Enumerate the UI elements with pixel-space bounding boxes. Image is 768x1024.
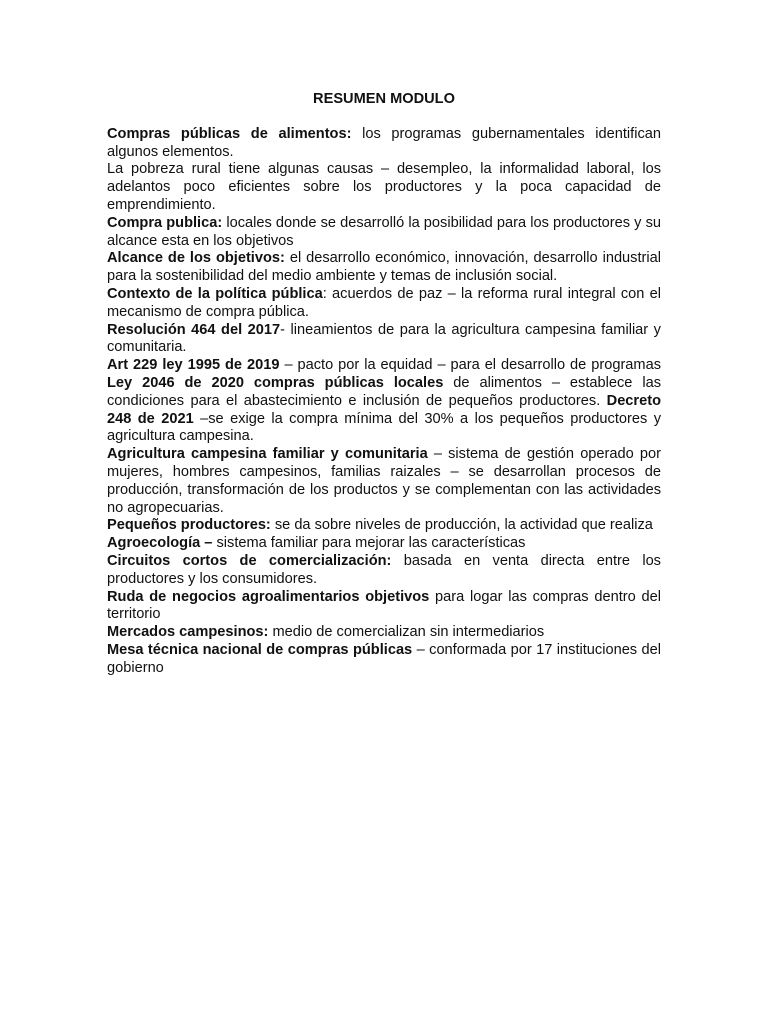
paragraph [107,161,661,214]
bold-run: Compras públicas de alimentos: [107,125,352,142]
bold-run: Agricultura campesina familiar y comunitaria [107,446,428,463]
bold-run: Compra publica: [107,214,223,231]
paragraph [107,322,661,358]
bold-run: Pequeños productores: [107,517,271,534]
paragraph [107,446,661,517]
document-page [107,91,661,678]
paragraph [107,357,661,446]
text-run: La pobreza rural tiene algunas causas – desempleo, la informalidad laboral, los adelantos poco eficientes sobre los productores y la poca capacidad de emprendimiento. [107,161,661,213]
text-run: basada en venta directa entre los productores y los consumidores. [107,552,661,587]
document-title: RESUMEN MODULO [313,91,455,107]
bold-run: Resolución 464 del 2017 [107,321,281,338]
bold-run: Circuitos cortos de comercialización: [107,552,392,569]
text-run: el desarrollo económico, innovación, desarrollo industrial para la sostenibilidad del medio ambiente y temas de inclusión social. [107,250,661,285]
text-run: –se exige la compra mínima del 30% a los pequeños productores y agricultura campesina. [107,410,661,445]
paragraph [107,215,661,251]
paragraph [107,250,661,286]
text-run: para logar las compras dentro del territorio [107,588,661,623]
text-run: los programas gubernamentales identifican algunos elementos. [107,125,661,160]
text-run: – sistema de gestión operado por mujeres, hombres campesinos, familias raizales – se desarrollan procesos de producción, transformación de los productos y se complementan con las actividades no agropecuarias. [107,446,662,516]
paragraph [107,642,661,678]
paragraph [107,553,661,589]
text-run: : acuerdos de paz – la reforma rural integral con el mecanismo de compra pública. [107,285,661,320]
document-body [107,126,661,678]
text-run: locales donde se desarrolló la posibilidad para los productores y su alcance esta en los objetivos [107,214,662,249]
paragraph [107,286,661,322]
paragraph [107,517,661,535]
text-run: de alimentos – establece las condiciones para el abastecimiento e inclusión de pequeños productores. [107,374,661,409]
paragraph [107,535,661,553]
text-run: – conformada por 17 instituciones del gobierno [107,641,662,676]
text-run: – pacto por la equidad – para el desarrollo de programas [279,357,661,374]
text-run: medio de comercializan sin intermediarios [268,624,545,641]
paragraph [107,624,661,642]
text-run: - lineamientos de para la agricultura campesina familiar y comunitaria. [107,321,661,356]
bold-run: Decreto 248 de 2021 [107,392,661,427]
text-run: se da sobre niveles de producción, la actividad que realiza [270,517,653,534]
text-run: sistema familiar para mejorar las características [212,535,526,552]
bold-run: Ley 2046 de 2020 compras públicas locales [107,374,444,391]
bold-run: Art 229 ley 1995 de 2019 [107,357,280,374]
bold-run: Ruda de negocios agroalimentarios objetivos [107,588,430,605]
bold-run: Contexto de la política pública [107,285,323,302]
bold-run: Mercados campesinos: [107,624,269,641]
bold-run: Agroecología – [107,535,213,552]
paragraph [107,126,661,162]
paragraph [107,589,661,625]
bold-run: Mesa técnica nacional de compras públicas [107,641,413,658]
bold-run: Alcance de los objetivos: [107,250,285,267]
